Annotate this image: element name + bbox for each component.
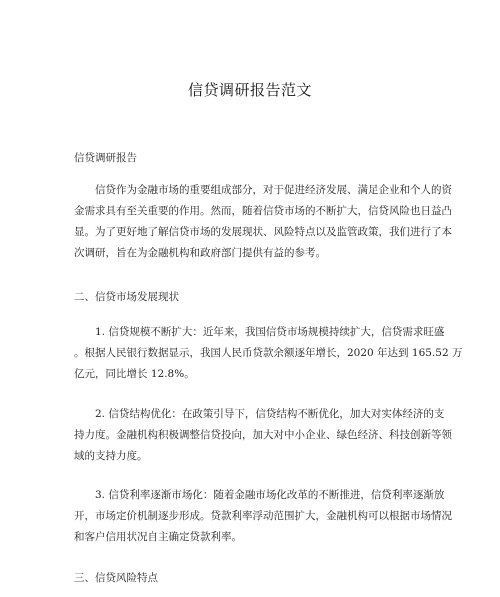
item1-line: 1. 信贷规模不断扩大：近年来，我国信贷市场规模持续扩大，信贷需求旺盛 [95,326,445,338]
item3-line: 开，市场定价机制逐步形成。贷款利率浮动范围扩大，金融机构可以根据市场情况 [74,510,452,522]
intro-line: 金需求具有至关重要的作用。然而，随着信贷市场的不断扩大，信贷风险也日益凸 [74,205,452,217]
intro-line: 显。为了更好地了解信贷市场的发展现状、风险特点以及监管政策，我们进行了本 [74,226,452,238]
section-heading-market-status: 二、信贷市场发展现状 [74,291,179,303]
item-scale-paragraph [74,322,463,385]
item-structure-paragraph [74,404,452,467]
item2-line: 2. 信贷结构优化：在政策引导下，信贷结构不断优化，加大对实体经济的支 [95,408,445,420]
item1-line: 。根据人民银行数据显示，我国人民币贷款余额逐年增长，2020 年达到 165.52 万 [74,347,463,359]
item1-line: 亿元，同比增长 12.8%。 [74,368,195,380]
item2-line: 域的支持力度。 [74,450,148,462]
intro-line: 次调研，旨在为金融机构和政府部门提供有益的参考。 [74,247,326,259]
item2-line: 持力度。金融机构积极调整信贷投向，加大对中小企业、绿色经济、科技创新等领 [74,429,452,441]
document-title: 信贷调研报告范文 [187,81,312,99]
intro-paragraph [74,180,452,264]
item3-line: 3. 信贷利率逐渐市场化：随着金融市场化改革的不断推进，信贷利率逐渐放 [95,489,445,501]
item3-line: 和客户信用状况自主确定贷款利率。 [74,531,242,543]
item-rate-paragraph [74,485,452,548]
report-subtitle: 信贷调研报告 [74,152,137,164]
intro-line: 信贷作为金融市场的重要组成部分，对于促进经济发展、满足企业和个人的资 [95,184,452,196]
section-heading-risk: 三、信贷风险特点 [74,572,158,584]
